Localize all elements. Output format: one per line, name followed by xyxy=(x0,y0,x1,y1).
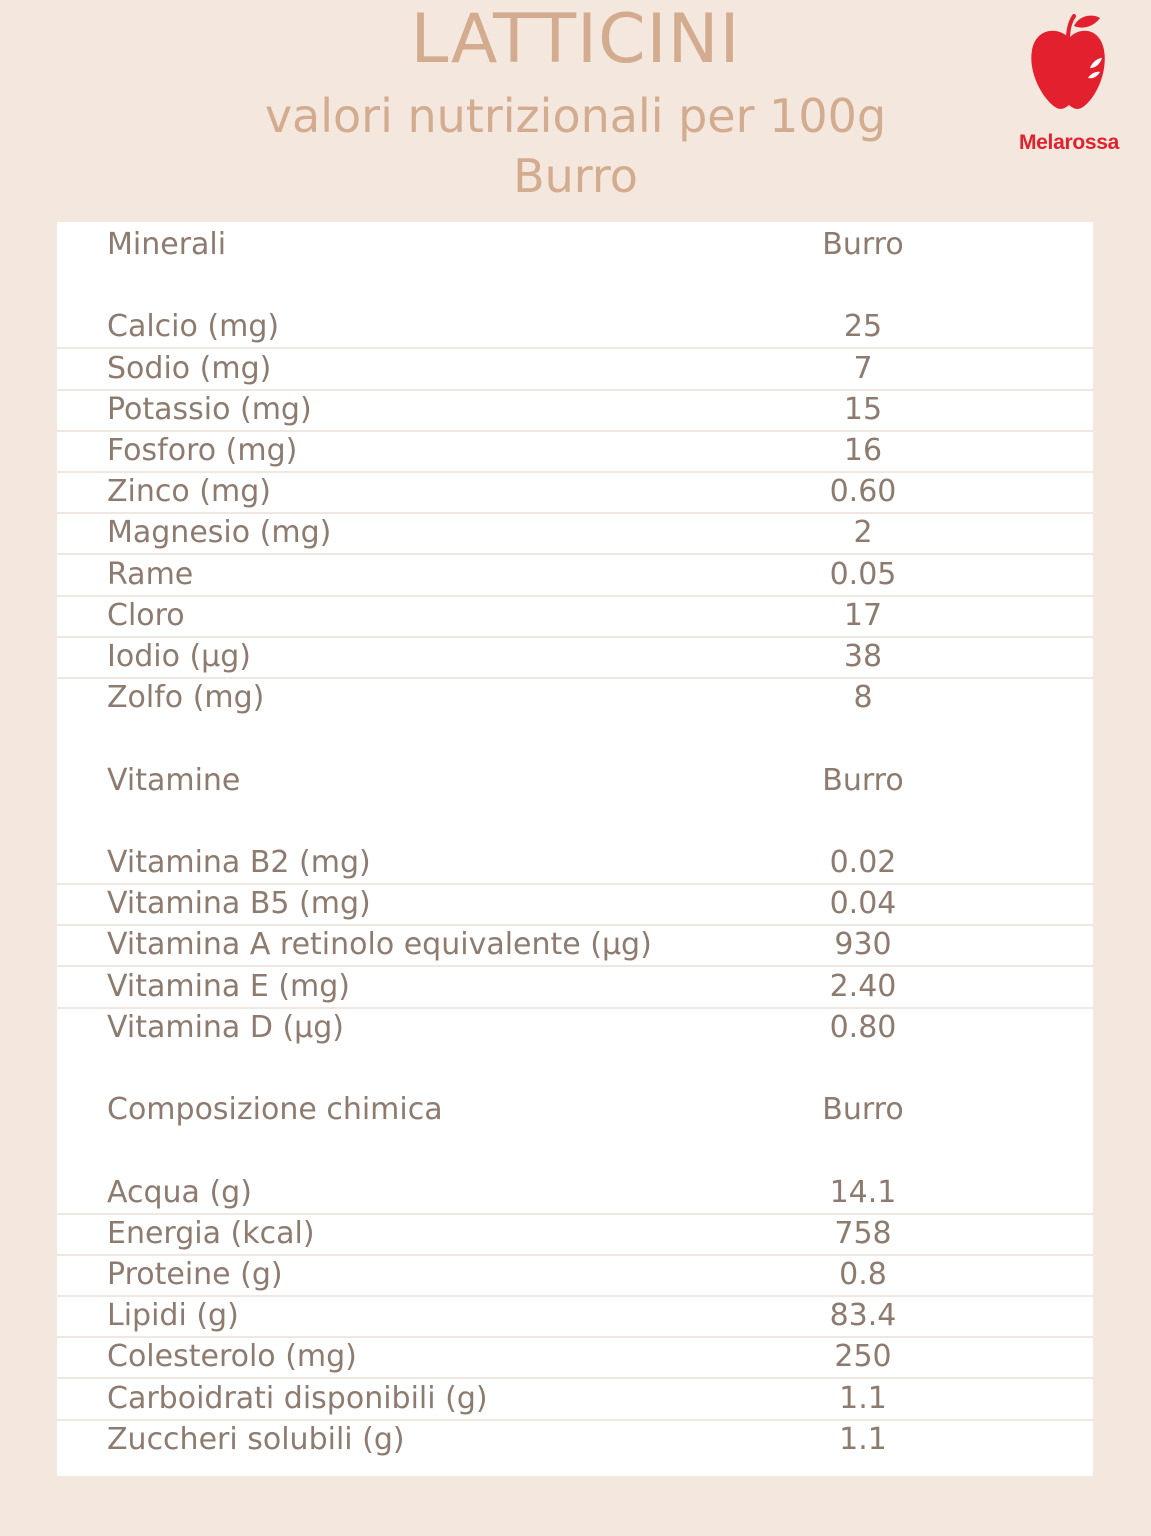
food-name: Burro xyxy=(513,149,638,203)
table-row xyxy=(57,1295,1093,1338)
table-row xyxy=(57,966,1093,1009)
melarossa-logo[interactable] xyxy=(1004,12,1134,152)
table-row xyxy=(57,554,1093,597)
nutrient-label: Calcio (mg) xyxy=(107,309,280,345)
nutrient-value: 0.02 xyxy=(829,845,897,880)
table-row xyxy=(57,883,1093,926)
table-row xyxy=(57,348,1093,391)
nutrient-label: Zolfo (mg) xyxy=(107,680,265,716)
nutrient-value: 7 xyxy=(853,350,873,386)
nutrient-value: 0.8 xyxy=(839,1257,887,1292)
nutrient-label: Zuccheri solubili (g) xyxy=(107,1421,405,1457)
nutrient-label: Colesterolo (mg) xyxy=(107,1339,357,1375)
nutrient-value: 17 xyxy=(843,597,883,633)
table-row xyxy=(57,1378,1093,1421)
nutrient-value: 930 xyxy=(834,927,892,963)
nutrient-label: Vitamina E (mg) xyxy=(107,968,351,1004)
nutrient-value: 83.4 xyxy=(829,1298,897,1334)
table-row xyxy=(57,1213,1093,1256)
nutrient-value: 0.04 xyxy=(829,886,897,922)
nutrient-label: Zinco (mg) xyxy=(107,474,271,510)
table-row xyxy=(57,1419,1093,1460)
nutrient-label: Iodio (µg) xyxy=(107,639,252,674)
nutrient-label: Proteine (g) xyxy=(107,1257,283,1292)
nutrient-label: Magnesio (mg) xyxy=(107,515,332,551)
table-row xyxy=(57,636,1093,679)
section-header xyxy=(57,224,1093,265)
nutrient-label: Sodio (mg) xyxy=(107,350,272,386)
nutrient-value: 250 xyxy=(834,1339,892,1375)
table-row xyxy=(57,389,1093,432)
nutrient-label: Lipidi (g) xyxy=(107,1298,239,1334)
nutrient-label: Acqua (g) xyxy=(107,1174,252,1210)
apple-icon xyxy=(1028,12,1110,116)
section-title: Vitamine xyxy=(107,762,241,798)
nutrient-label: Potassio (mg) xyxy=(107,391,312,427)
section-column-header: Burro xyxy=(822,762,904,798)
nutrient-value: 8 xyxy=(853,680,873,716)
nutrient-value: 2 xyxy=(853,515,873,551)
nutrient-value: 758 xyxy=(834,1215,892,1251)
table-row xyxy=(57,512,1093,555)
nutrient-label: Cloro xyxy=(107,597,185,633)
table-row xyxy=(57,1254,1093,1297)
nutrient-value: 2.40 xyxy=(829,968,897,1004)
nutrient-value: 0.05 xyxy=(829,556,897,592)
nutrient-value: 25 xyxy=(843,309,883,345)
nutrient-value: 38 xyxy=(843,639,883,674)
nutrient-value: 0.80 xyxy=(829,1009,897,1045)
table-row xyxy=(57,1172,1093,1215)
nutrient-label: Fosforo (mg) xyxy=(107,433,298,468)
nutrient-label: Vitamina A retinolo equivalente (µg) xyxy=(107,927,652,963)
table-row xyxy=(57,677,1093,718)
nutrient-label: Vitamina B5 (mg) xyxy=(107,886,371,922)
table-row xyxy=(57,471,1093,514)
page-title: LATTICINI xyxy=(410,0,741,79)
nutrient-value: 1.1 xyxy=(839,1421,887,1457)
table-row xyxy=(57,430,1093,473)
table-row xyxy=(57,1336,1093,1379)
nutrient-value: 16 xyxy=(843,433,883,468)
nutrient-label: Carboidrati disponibili (g) xyxy=(107,1380,488,1416)
table-row xyxy=(57,1007,1093,1048)
page-subtitle: valori nutrizionali per 100g xyxy=(264,89,887,143)
section-column-header: Burro xyxy=(822,1092,904,1128)
section-column-header: Burro xyxy=(822,227,904,262)
nutrient-value: 0.60 xyxy=(829,474,897,510)
nutrient-label: Vitamina D (µg) xyxy=(107,1009,345,1045)
nutrient-value: 15 xyxy=(843,391,883,427)
table-row xyxy=(57,842,1093,885)
table-row xyxy=(57,306,1093,349)
nutrition-table xyxy=(57,222,1093,1476)
section-title: Composizione chimica xyxy=(107,1092,443,1128)
section-header xyxy=(57,760,1093,801)
brand-name: Melarossa xyxy=(1018,131,1120,154)
section-title: Minerali xyxy=(107,227,227,262)
nutrient-value: 1.1 xyxy=(839,1380,887,1416)
nutrient-label: Rame xyxy=(107,556,194,592)
table-row xyxy=(57,595,1093,638)
table-row xyxy=(57,924,1093,967)
nutrient-label: Vitamina B2 (mg) xyxy=(107,845,371,880)
nutrient-label: Energia (kcal) xyxy=(107,1215,315,1251)
nutrient-value: 14.1 xyxy=(829,1174,897,1210)
section-header xyxy=(57,1089,1093,1130)
